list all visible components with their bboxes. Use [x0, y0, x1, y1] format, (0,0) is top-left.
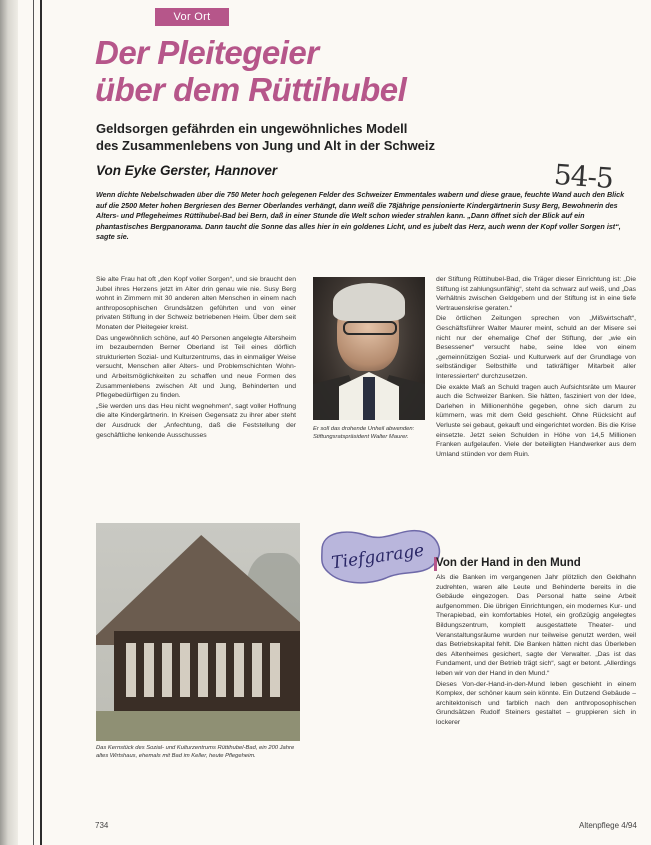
body-paragraph: Sie alte Frau hat oft „den Kopf voller Sorgen“, und sie braucht den Jubel ihres Herzens jetzt im Alter drin genau wie nie. Susy Berg wohnt in Zimmern mit 30 anderen alten Menschen in einem nach anthroposophischen Grundsätzen geführten und von einer privaten Stiftung in der Schweiz betriebenen Heim. Über dem seit Monaten der Pleitegeier kreist. — [96, 276, 296, 331]
title-line-2: über dem Rüttihubel — [95, 71, 407, 108]
lead-paragraph: Wenn dichte Nebelschwaden über die 750 Meter hoch gelegenen Felder des Schweizer Emmentales wabern und diese graue, feuchte Wand auch den Blick auf die 2500 Meter hohen Bergriesen des Berner Oberlandes verhängt, dann weiß die 78jährige pensionierte Kindergärtnerin Susy Berg, Bewohnerin des Alters- und Pflegeheimes Rüttihubel-Bad bei Bern, daß in einer Stunde die Welt schon wieder strahlen kann. „Dann öffnet sich der Blick auf ein phantastisches Bergpanorama. Dann taucht die Sonne das alles hier in ein goldenes Licht, und es jubelt das Herz, auch wenn der Kopf voller Sorgen ist“, sagte sie. — [96, 190, 625, 241]
body-column-3b — [436, 573, 636, 729]
title-line-1: Der Pleitegeier — [95, 34, 319, 71]
handwritten-note: 54-5 — [552, 157, 614, 196]
body-paragraph: Die exakte Maß an Schuld tragen auch Aufsichtsräte um Maurer auch die Schweizer Banken. Sie hätten, fasziniert von der Idee, Darlehen in Millionenhöhe gegeben, ohne sich darum zu kümmern, was mit dem Geld geschieht. Ohne Rücksicht auf Verluste sei gebaut, gekauft und eingerichtet worden. Bis die Krise einsetzte. Jetzt seien Schulden in Höhe von 14,5 Millionen Franken aufgelaufen. Viele der beteiligten Handwerker aus dem Umland stünden vor dem Ruin. — [436, 383, 636, 458]
body-paragraph: der Stiftung Rüttihubel-Bad, die Träger dieser Einrichtung ist: „Die Stiftung ist zahlungsunfähig“, steht da schwarz auf weiß, und „Das Verhältnis zwischen Geldgebern und der Stiftung ist in eine tiefe Vertrauenskrise geraten.“ — [436, 276, 636, 312]
article-subtitle — [96, 120, 536, 154]
subtitle-line-2: des Zusammenlebens von Jung und Alt in der Schweiz — [96, 138, 436, 153]
section-tag: Vor Ort — [155, 8, 229, 26]
building-photo — [96, 523, 300, 741]
body-paragraph: Dieses Von-der-Hand-in-den-Mund leben geschieht in einem Komplex, der schöner kaum sein könnte. Ein Dutzend Gebäude – architektonisch und farblich nach den anthroposophischen Grundsätzen Rudolf Steiners gestaltet – gruppieren sich in lockerer — [436, 680, 636, 726]
article-title — [95, 34, 555, 108]
body-paragraph: Die örtlichen Zeitungen sprechen von „Mißwirtschaft“, Geschäftsführer Walter Maurer meint, schuld an der Misere sei nicht nur der ehemalige Chef der Stiftung, der „wie ein Besessener“ versucht habe, seine Idee von einem „gemeinnützigen Sozial- und Kulturwerk auf der Grundlage von selbständiger Selbsthilfe und tatkräftiger Mitarbeit aller Interessierten“ durchzusetzen. — [436, 315, 636, 380]
photo-ground — [96, 711, 300, 741]
portrait-photo — [313, 277, 425, 420]
body-paragraph: „Sie werden uns das Heu nicht wegnehmen“, sagt voller Hoffnung die alte Kindergärtnerin. In Kreisen Gegensatz zu ihrer aber steht der Ausdruck der „Anfechtung, daß die Feststellung der geschäftliche lenkende Ausschusses — [96, 402, 296, 439]
body-column-1 — [96, 275, 296, 441]
publication-name: Altenpflege 4/94 — [579, 821, 637, 830]
building-caption: Das Kernstück des Sozial- und Kulturzentrums Rüttihubel-Bad, ein 200 Jahre altes Wirtshaus, ehemals mit Bad im Keller, heute Pflegeheim. — [96, 745, 295, 759]
photo-tie — [363, 377, 375, 420]
body-paragraph: Das ungewöhnlich schöne, auf 40 Personen angelegte Altersheim im bezaubernden Berner Oberland ist Teil eines dörflich strukturierten Sozial- und Kulturzentrums, das in einmaliger Weise versucht, Menschen aller Alters- und Problemschichten Wohn- und Arbeitsmöglichkeiten zu schaffen und neue Formen des Zusammenlebens zwischen Alt und Jung, Behinderten und Pflegebedürftigen zu finden. — [96, 334, 296, 400]
subtitle-line-1: Geldsorgen gefährden ein ungewöhnliches Modell — [96, 121, 408, 136]
body-column-3 — [436, 275, 636, 460]
photo-windows — [126, 643, 286, 697]
author-byline: Von Eyke Gerster, Hannover — [96, 163, 278, 178]
section-heading: Von der Hand in den Mund — [436, 557, 581, 569]
photo-hair — [333, 283, 405, 321]
page-binding-shadow — [0, 0, 18, 845]
photo-glasses — [343, 321, 397, 335]
tiefgarage-graphic — [316, 520, 446, 590]
page-number: 734 — [95, 821, 109, 830]
gutter-line — [40, 0, 42, 845]
graphic-text: Tiefgarage — [330, 540, 426, 574]
body-paragraph: Als die Banken im vergangenen Jahr plötzlich den Geldhahn zudrehten, waren alle Leute und Behinderte bereits in die Gebäude eingezogen. Das Personal hatte seine Arbeit aufgenommen. Die übrigen Einrichtungen, ein modernes Kur- und Therapiebad, ein komfortables Hotel, ein großzügig angelegtes Bildungszentrum, komplett ausgestattete Theater- und Veranstaltungsräume wurden nur teilweise genutzt werden, weil das Betriebskapital fehlt. Die Banken hätten nicht das Überleben des Altenheimes gesichert, sagte der Verwalter. „Das ist das Fundament, und der Betrieb trägt sich“, sagt er betont. „Allerdings leben wir von der Hand in den Mund.“ — [436, 574, 636, 677]
portrait-caption: Er soll das drohende Unheil abwenden: Stiftungsratspräsident Walter Maurer. — [313, 426, 415, 440]
page-edge-line — [33, 0, 34, 845]
